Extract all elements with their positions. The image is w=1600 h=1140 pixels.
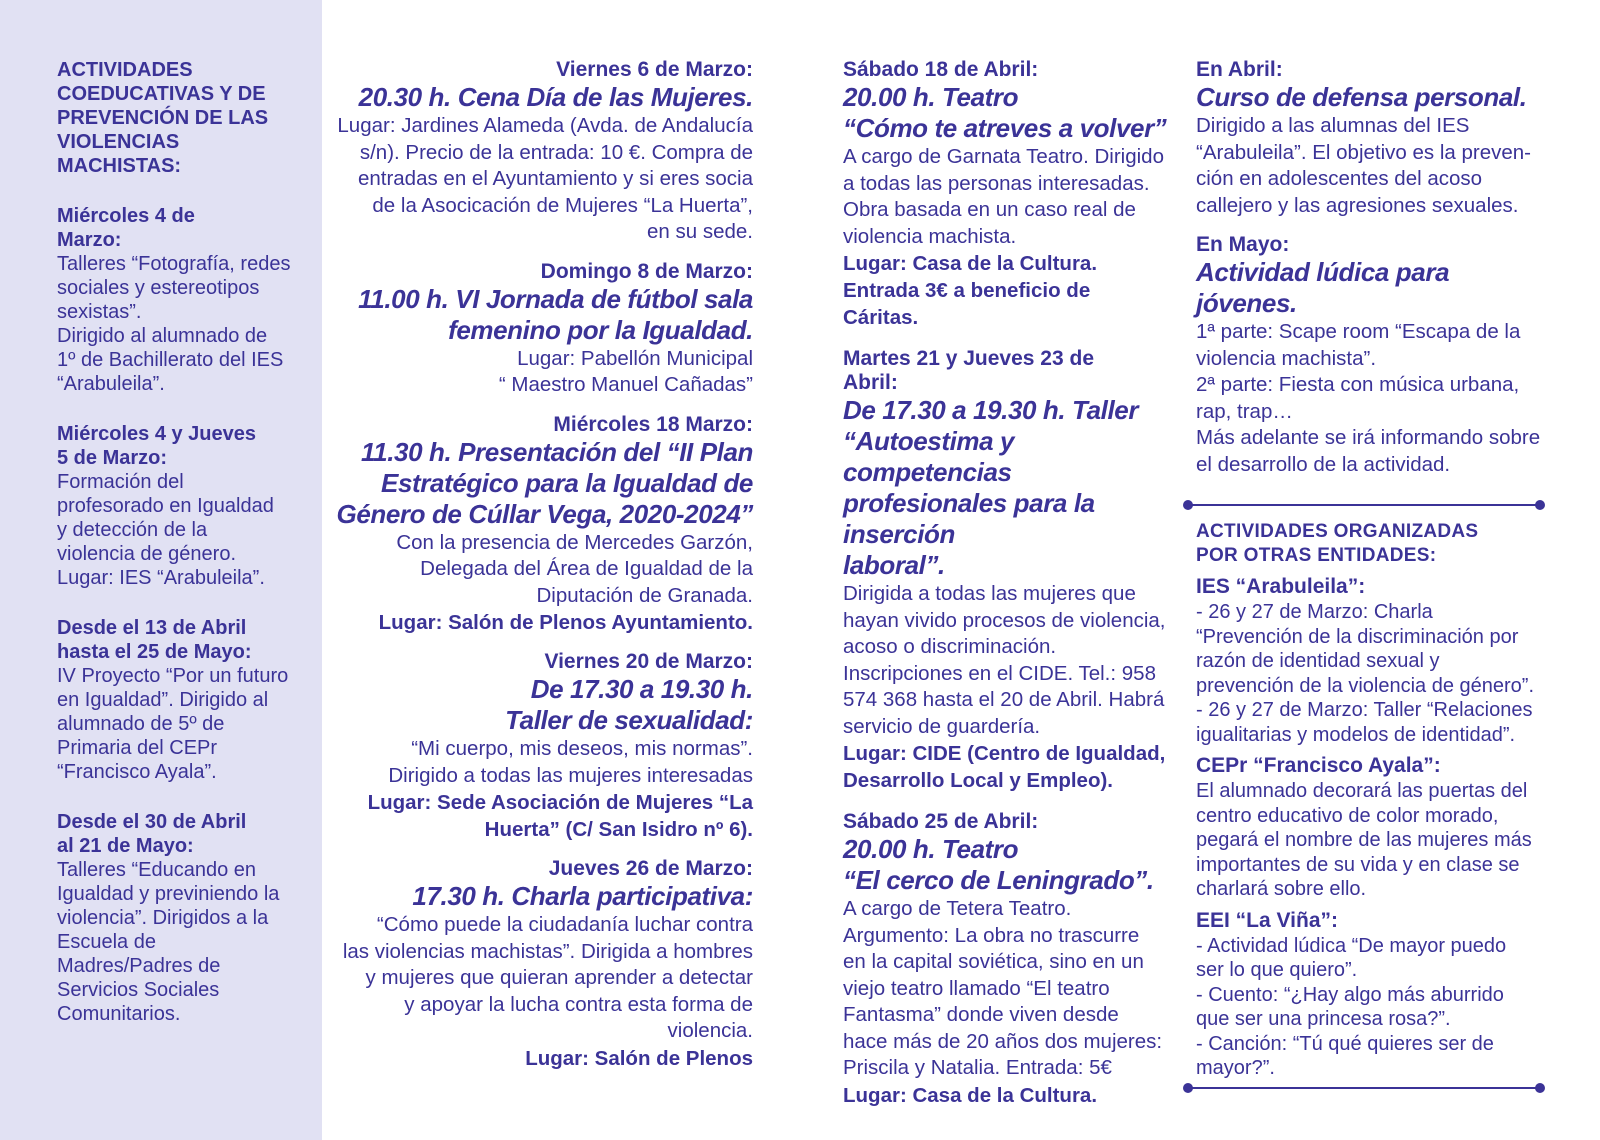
- text-line: entradas en el Ayuntamiento y si eres socia: [357, 167, 753, 190]
- text-line: Formación del: [57, 471, 184, 493]
- text-line: callejero y las agresiones sexuales.: [1196, 193, 1519, 217]
- text-line: Obra basada en un caso real de: [843, 198, 1136, 221]
- text-line: Dirigida a todas las mujeres que: [843, 582, 1136, 605]
- text-line: pegará el nombre de las mujeres más: [1196, 829, 1532, 851]
- event-block: [843, 347, 1183, 794]
- event-date: En Mayo:: [1196, 233, 1290, 256]
- event-text: [336, 736, 753, 789]
- text-line: “Autoestima y competencias: [843, 426, 1015, 487]
- event-block: [1196, 233, 1556, 478]
- entity-block: [1196, 908, 1556, 1081]
- event-title: [336, 674, 753, 736]
- text-line: Lugar: Casa de la Cultura.: [843, 1083, 1098, 1107]
- text-line: de la Asocicación de Mujeres “La Huerta”,: [372, 193, 753, 217]
- text-line: Inscripciones en el CIDE. Tel.: 958: [843, 661, 1156, 685]
- event-date: Viernes 6 de Marzo:: [556, 58, 753, 81]
- event-block: [336, 260, 753, 399]
- text-line: A cargo de Garnata Teatro. Dirigido: [843, 145, 1164, 168]
- activity-date: [57, 616, 309, 664]
- text-line: Más adelante se irá informando sobre: [1196, 426, 1541, 449]
- text-line: 11.00 h. VI Jornada de fútbol sala: [358, 283, 753, 314]
- text-line: a todas las personas interesadas.: [843, 171, 1150, 195]
- text-line: Primaria del CEPr: [57, 737, 218, 759]
- text-line: Lugar: Sede Asociación de Mujeres “La: [367, 791, 753, 814]
- activity-block: [57, 204, 309, 396]
- text-line: laboral”.: [843, 550, 945, 580]
- text-line: y mujeres que quieran aprender a detectar: [365, 966, 753, 989]
- text-line: Dirigido a las alumnas del IES: [1196, 114, 1470, 137]
- event-place: [336, 609, 753, 636]
- text-line: en Igualdad”. Dirigido al: [57, 689, 269, 711]
- text-line: 2ª parte: Fiesta con música urbana,: [1196, 373, 1520, 396]
- text-line: Género de Cúllar Vega, 2020-2024”: [336, 498, 753, 529]
- event-date: Miércoles 18 Marzo:: [553, 412, 753, 436]
- event-block: [336, 413, 753, 637]
- text-line: las violencias machistas”. Dirigida a hombres: [342, 939, 753, 963]
- activity-date: [57, 204, 309, 252]
- text-line: violencia machista”.: [1196, 346, 1377, 370]
- text-line: 20.30 h. Cena Día de las Mujeres.: [358, 82, 753, 112]
- event-place: [843, 250, 1183, 331]
- text-line: Desde el 13 de Abril: [57, 617, 247, 639]
- text-line: Sábado 18 de Abril:: [843, 58, 1039, 81]
- text-line: “El cerco de Leningrado”.: [843, 865, 1154, 895]
- event-block: [336, 58, 753, 246]
- activity-block: [57, 810, 309, 1026]
- text-line: MACHISTAS:: [57, 155, 182, 177]
- text-line: hasta el 25 de Mayo:: [57, 641, 252, 663]
- event-text: [1196, 113, 1556, 219]
- text-line: Delegada del Área de Igualdad de la: [420, 557, 753, 580]
- text-line: Desarrollo Local y Empleo).: [843, 769, 1113, 792]
- text-line: Talleres “Educando en: [57, 859, 257, 881]
- text-line: importantes de su vida y en clase se: [1196, 853, 1520, 876]
- event-title: [843, 395, 1183, 581]
- text-line: 1ª parte: Scape room “Escapa de la: [1196, 320, 1521, 343]
- event-title: [336, 437, 753, 530]
- event-title: Actividad lúdica para jóvenes.: [1196, 257, 1450, 318]
- text-line: A cargo de Tetera Teatro.: [843, 897, 1072, 920]
- text-line: Dirigido al alumnado de: [57, 325, 268, 347]
- text-line: Miércoles 4 de: [57, 205, 195, 227]
- text-line: prevención de la violencia de género”.: [1196, 674, 1534, 697]
- activity-block: [57, 422, 309, 590]
- event-title: [336, 284, 753, 346]
- text-line: IV Proyecto “Por un futuro: [57, 665, 289, 687]
- text-line: PREVENCIÓN DE LAS: [57, 107, 269, 129]
- text-line: igualitarias y modelos de identidad”.: [1196, 723, 1516, 746]
- text-line: hace más de 20 años dos mujeres:: [843, 1029, 1163, 1053]
- event-title: [336, 82, 753, 113]
- text-line: sociales y estereotipos: [57, 277, 260, 299]
- text-line: Cáritas.: [843, 306, 919, 329]
- text-line: “Cómo te atreves a volver”: [843, 113, 1167, 143]
- text-line: centro educativo de color morado,: [1196, 804, 1499, 827]
- section-title: [57, 58, 309, 178]
- event-block: [843, 810, 1183, 1109]
- text-line: 11.30 h. Presentación del “II Plan: [361, 436, 753, 467]
- text-line: violencia”. Dirigidos a la: [57, 907, 269, 929]
- text-line: Igualdad y previniendo la: [57, 883, 280, 905]
- text-line: violencia machista.: [843, 224, 1017, 248]
- event-date: [843, 58, 1183, 82]
- text-line: - 26 y 27 de Marzo: Taller “Relaciones: [1196, 699, 1533, 721]
- event-place: [843, 1082, 1183, 1109]
- text-line: y apoyar la lucha contra esta forma de: [404, 992, 753, 1016]
- text-line: - Actividad lúdica “De mayor puedo: [1196, 934, 1507, 957]
- text-line: sexistas”.: [57, 301, 142, 323]
- text-line: “Arabuleila”.: [57, 373, 165, 395]
- text-line: Madres/Padres de: [57, 955, 221, 977]
- text-line: y detección de la: [57, 519, 208, 541]
- text-line: Entrada 3€ a beneficio de: [843, 279, 1091, 302]
- text-line: Huerta” (C/ San Isidro nº 6).: [484, 818, 753, 841]
- event-date: Viernes 20 de Marzo:: [544, 650, 753, 673]
- text-line: Lugar: Salón de Plenos Ayuntamiento.: [378, 611, 753, 634]
- event-date: Jueves 26 de Marzo:: [548, 857, 753, 880]
- text-line: 20.00 h. Teatro: [843, 82, 1019, 112]
- column-marzo: [336, 58, 753, 1086]
- text-line: servicio de guardería.: [843, 714, 1041, 738]
- text-line: - 26 y 27 de Marzo: Charla: [1196, 601, 1433, 623]
- text-line: Fantasma” donde viven desde: [843, 1003, 1119, 1026]
- event-title: [843, 834, 1183, 896]
- text-line: en su sede.: [647, 220, 753, 243]
- event-text: [336, 912, 753, 1045]
- event-date: En Abril:: [1196, 58, 1283, 81]
- text-line: “Prevención de la discriminación por: [1196, 625, 1519, 648]
- text-line: El alumnado decorará las puertas del: [1196, 780, 1528, 802]
- text-line: Lugar: Jardines Alameda (Avda. de Andalucía: [337, 114, 753, 137]
- text-line: al 21 de Mayo:: [57, 835, 194, 857]
- text-line: viejo teatro llamado “El teatro: [843, 976, 1110, 1000]
- text-line: COEDUCATIVAS Y DE: [57, 83, 266, 105]
- event-block: [336, 857, 753, 1072]
- activity-text: [57, 470, 309, 590]
- text-line: Marzo:: [57, 229, 122, 251]
- text-line: en la capital soviética, sino en un: [843, 950, 1144, 973]
- text-line: 17.30 h. Charla participativa:: [412, 881, 753, 911]
- column-coeducativas: [57, 58, 309, 1052]
- text-line: Escuela de: [57, 931, 156, 953]
- others-section-title: [1196, 520, 1556, 568]
- entity-name: IES “Arabuleila”:: [1196, 575, 1366, 598]
- text-line: 5 de Marzo:: [57, 447, 168, 469]
- text-line: acoso o discriminación.: [843, 635, 1057, 658]
- event-text: [843, 144, 1183, 250]
- text-line: “Francisco Ayala”.: [57, 761, 217, 783]
- event-place: [336, 1045, 753, 1072]
- text-line: Dirigido a todas las mujeres interesadas: [388, 763, 753, 787]
- text-line: Diputación de Granada.: [536, 583, 753, 607]
- text-line: VIOLENCIAS: [57, 131, 180, 153]
- text-line: - Canción: “Tú qué quieres ser de: [1196, 1032, 1494, 1055]
- text-line: violencia de género.: [57, 543, 237, 565]
- event-text: [843, 896, 1183, 1082]
- text-line: De 17.30 a 19.30 h.: [530, 674, 753, 704]
- entity-name: CEPr “Francisco Ayala”:: [1196, 754, 1441, 777]
- text-line: Talleres “Fotografía, redes: [57, 253, 291, 275]
- text-line: rap, trap…: [1196, 399, 1293, 423]
- activity-date: [57, 422, 309, 470]
- entity-text: [1196, 779, 1556, 902]
- text-line: violencia.: [667, 1019, 753, 1042]
- text-line: 1º de Bachillerato del IES: [57, 349, 284, 371]
- text-line: 574 368 hasta el 20 de Abril. Habrá: [843, 688, 1165, 711]
- text-line: Miércoles 4 y Jueves: [57, 423, 257, 445]
- text-line: razón de identidad sexual y: [1196, 650, 1440, 672]
- text-line: Lugar: CIDE (Centro de Igualdad,: [843, 742, 1166, 765]
- event-text: [336, 113, 753, 246]
- event-title: Curso de defensa personal.: [1196, 82, 1527, 112]
- text-line: que ser una princesa rosa?”.: [1196, 1008, 1451, 1030]
- event-block: [843, 58, 1183, 331]
- text-line: Servicios Sociales: [57, 979, 220, 1001]
- text-line: “ Maestro Manuel Cañadas”: [498, 373, 753, 396]
- text-line: Martes 21 y Jueves 23 de: [843, 347, 1094, 370]
- text-line: Taller de sexualidad:: [505, 705, 753, 735]
- event-date: [843, 347, 1183, 395]
- entity-block: [1196, 753, 1556, 902]
- event-text: [843, 581, 1183, 740]
- text-line: Sábado 25 de Abril:: [843, 810, 1039, 833]
- text-line: alumnado de 5º de: [57, 713, 225, 735]
- event-text: [336, 530, 753, 610]
- event-date: [843, 810, 1183, 834]
- text-line: 20.00 h. Teatro: [843, 834, 1019, 864]
- text-line: POR OTRAS ENTIDADES:: [1196, 545, 1437, 566]
- text-line: Lugar: Casa de la Cultura.: [843, 252, 1098, 275]
- entity-text: [1196, 934, 1556, 1081]
- text-line: ACTIVIDADES ORGANIZADAS: [1196, 521, 1479, 542]
- text-line: s/n). Precio de la entrada: 10 €. Compra de: [359, 140, 753, 164]
- text-line: hayan vivido procesos de violencia,: [843, 608, 1166, 632]
- text-line: Desde el 30 de Abril: [57, 811, 247, 833]
- text-line: “Arabuleila”. El objetivo es la preven-: [1196, 140, 1531, 164]
- activity-text: [57, 664, 309, 784]
- text-line: De 17.30 a 19.30 h. Taller: [843, 395, 1139, 425]
- column-abril: [843, 58, 1183, 1125]
- text-line: Lugar: Salón de Plenos: [525, 1046, 753, 1070]
- event-place: [336, 789, 753, 843]
- divider-top: [1186, 504, 1542, 506]
- event-text: [336, 346, 753, 399]
- text-line: charlará sobre ello.: [1196, 878, 1367, 900]
- text-line: ser lo que quiero”.: [1196, 959, 1358, 981]
- text-line: Priscila y Natalia. Entrada: 5€: [843, 1056, 1112, 1079]
- activity-text: [57, 252, 309, 396]
- text-line: el desarrollo de la actividad.: [1196, 452, 1451, 476]
- text-line: profesorado en Igualdad: [57, 495, 274, 517]
- text-line: - Cuento: “¿Hay algo más aburrido: [1196, 983, 1504, 1006]
- text-line: femenino por la Igualdad.: [448, 314, 753, 345]
- text-line: “Cómo puede la ciudadanía luchar contra: [376, 913, 753, 936]
- event-text: [1196, 319, 1556, 478]
- event-title: [843, 82, 1183, 144]
- text-line: Argumento: La obra no trascurre: [843, 923, 1140, 947]
- divider-bottom: [1186, 1087, 1542, 1089]
- text-line: Abril:: [843, 371, 898, 394]
- entity-name: EEI “La Viña”:: [1196, 908, 1338, 932]
- text-line: Comunitarios.: [57, 1003, 181, 1025]
- column-abril-mayo: [1196, 58, 1556, 1103]
- text-line: Con la presencia de Mercedes Garzón,: [396, 530, 753, 554]
- entity-block: [1196, 574, 1556, 747]
- event-title: [336, 881, 753, 912]
- text-line: Lugar: Pabellón Municipal: [517, 346, 753, 370]
- event-block: [336, 650, 753, 843]
- text-line: “Mi cuerpo, mis deseos, mis normas”.: [411, 737, 753, 760]
- text-line: profesionales para la inserción: [843, 488, 1095, 549]
- text-line: ACTIVIDADES: [57, 59, 193, 81]
- text-line: mayor?”.: [1196, 1057, 1275, 1079]
- activity-date: [57, 810, 309, 858]
- text-line: Lugar: IES “Arabuleila”.: [57, 567, 265, 589]
- text-line: ción en adolescentes del acoso: [1196, 167, 1483, 190]
- text-line: Estratégico para la Igualdad de: [381, 467, 753, 498]
- event-place: [843, 740, 1183, 794]
- event-date: Domingo 8 de Marzo:: [540, 259, 753, 283]
- event-block: [1196, 58, 1556, 219]
- activity-block: [57, 616, 309, 784]
- entity-text: [1196, 600, 1556, 747]
- activity-text: [57, 858, 309, 1026]
